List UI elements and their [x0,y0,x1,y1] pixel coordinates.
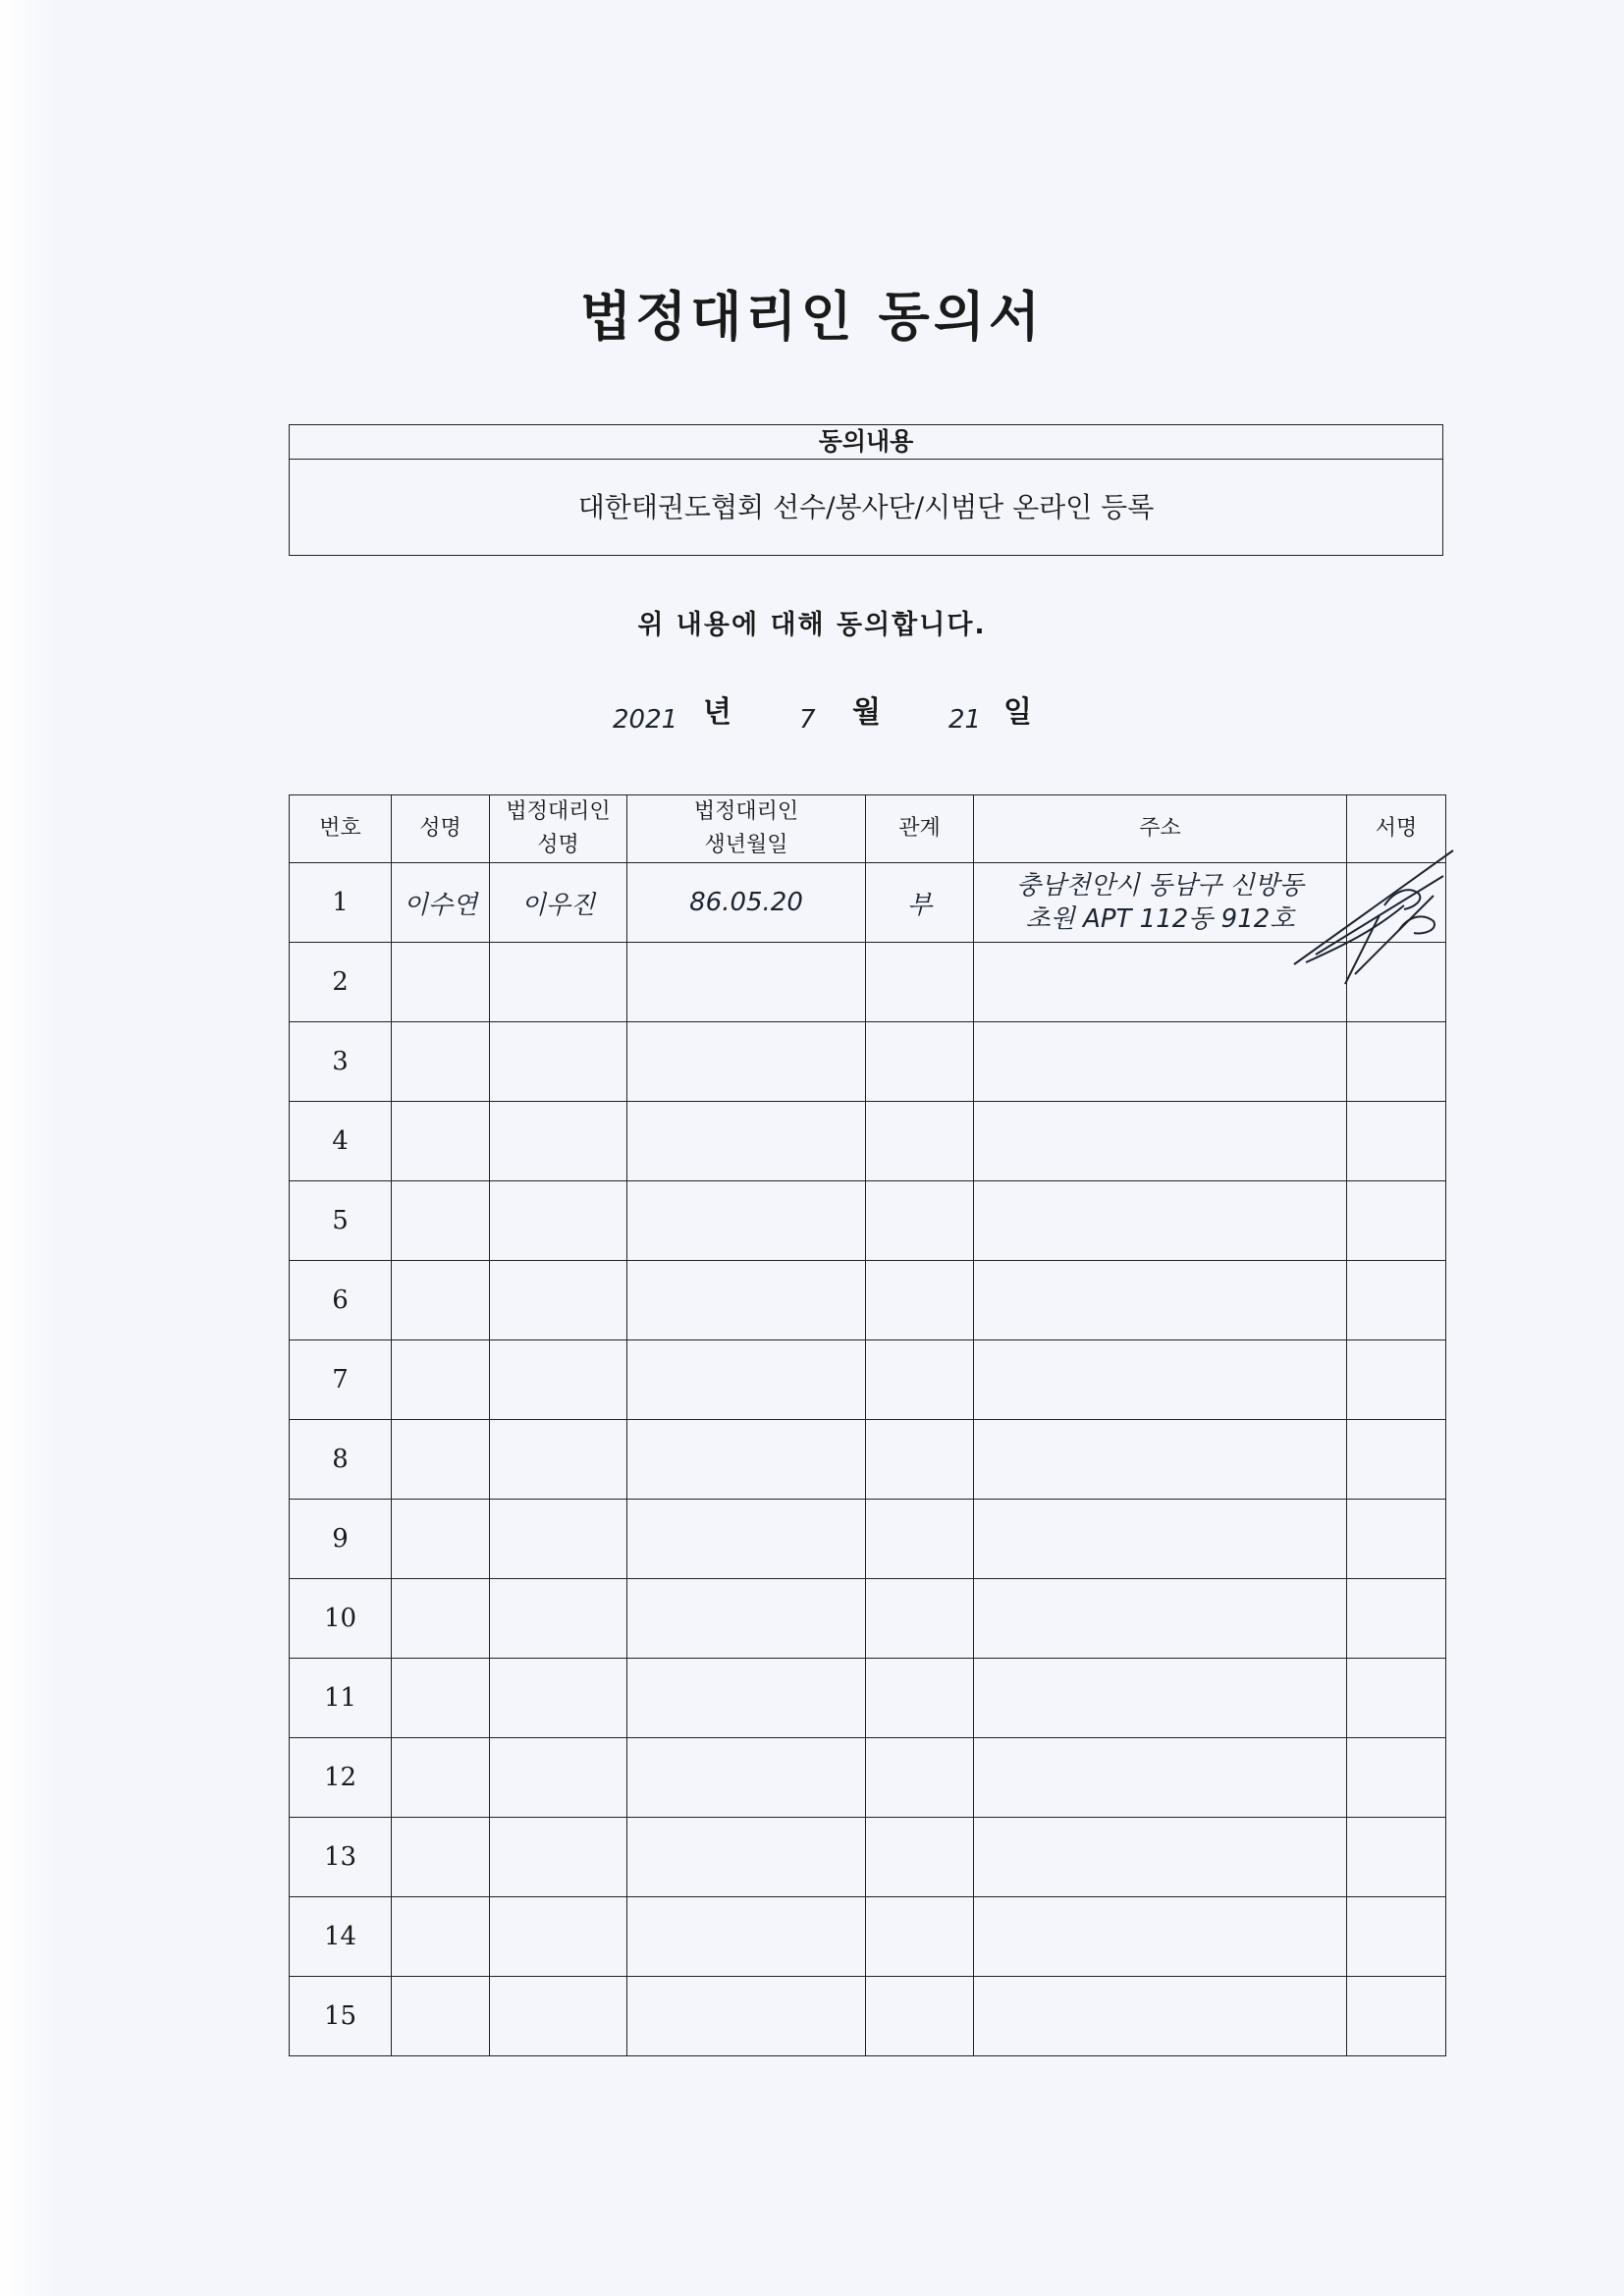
table-row [290,1102,1446,1181]
cell-address [974,1181,1347,1261]
cell-guardian-name [490,943,627,1022]
cell-address [974,1579,1347,1659]
cell-relation [866,1261,974,1340]
cell-address [974,1420,1347,1500]
header-guardian-name-line1: 법정대리인 [506,799,611,824]
header-guardian-dob-line1: 법정대리인 [693,799,799,824]
cell-signature [1347,1022,1446,1102]
cell-name [392,1897,490,1977]
cell-guardian-dob [627,1659,866,1738]
date-month-label: 월 [852,695,881,730]
consent-header: 동의내용 [290,425,1442,460]
cell-relation [866,1500,974,1579]
cell-address [974,1738,1347,1818]
cell-signature [1347,1897,1446,1977]
table-row [290,1261,1446,1340]
cell-relation [866,1579,974,1659]
cell-guardian-name [490,1977,627,2056]
cell-guardian-dob [627,1579,866,1659]
cell-guardian-dob [627,1897,866,1977]
table-row [290,1738,1446,1818]
cell-guardian-dob: 86.05.20 [627,863,866,943]
cell-guardian-name [490,1102,627,1181]
header-guardian-name-line2: 성명 [537,833,579,857]
cell-name [392,1261,490,1340]
cell-relation [866,1420,974,1500]
cell-name [392,943,490,1022]
cell-guardian-name [490,1340,627,1420]
table-row [290,1818,1446,1897]
handwritten-signature [1286,837,1463,994]
document-title: 법정대리인 동의서 [579,286,1045,348]
cell-no: 14 [290,1897,392,1977]
cell-name [392,1818,490,1897]
cell-signature [1347,1420,1446,1500]
cell-no: 7 [290,1340,392,1420]
cell-address [974,1818,1347,1897]
cell-no: 11 [290,1659,392,1738]
cell-address [974,1500,1347,1579]
cell-no: 15 [290,1977,392,2056]
cell-relation [866,1977,974,2056]
header-address: 주소 [974,795,1347,863]
cell-no: 4 [290,1102,392,1181]
cell-relation: 부 [866,863,974,943]
cell-guardian-dob [627,943,866,1022]
cell-no: 9 [290,1500,392,1579]
table-row [290,1659,1446,1738]
cell-name [392,1102,490,1181]
cell-relation [866,1897,974,1977]
cell-signature [1347,1261,1446,1340]
cell-guardian-dob [627,1420,866,1500]
cell-no: 13 [290,1818,392,1897]
cell-address [974,1102,1347,1181]
cell-name [392,1340,490,1420]
table-row [290,1420,1446,1500]
cell-signature [1347,1340,1446,1420]
cell-relation [866,1181,974,1261]
cell-guardian-name [490,1261,627,1340]
cell-name [392,1500,490,1579]
table-row [290,1340,1446,1420]
date-day-label: 일 [1003,695,1032,730]
cell-no: 6 [290,1261,392,1340]
cell-signature [1347,1977,1446,2056]
cell-no: 10 [290,1579,392,1659]
cell-signature [1347,1500,1446,1579]
header-signature: 서명 [1347,795,1446,863]
cell-guardian-dob [627,1340,866,1420]
address-line2: 초원 APT 112동 912호 [1025,904,1295,934]
cell-signature [1347,1818,1446,1897]
consent-box [289,424,1443,556]
date-day: 21 [948,705,982,735]
cell-signature [1347,1102,1446,1181]
cell-relation [866,1102,974,1181]
cell-guardian-name [490,1818,627,1897]
consent-body: 대한태권도협회 선수/봉사단/시범단 온라인 등록 [577,491,1155,523]
table-row [290,1579,1446,1659]
cell-name [392,1977,490,2056]
cell-relation [866,1738,974,1818]
cell-no: 1 [290,863,392,943]
cell-no: 5 [290,1181,392,1261]
address-line1: 충남천안시 동남구 신방동 [1016,871,1304,901]
cell-name [392,1579,490,1659]
cell-guardian-name [490,1897,627,1977]
table-body [290,863,1446,2056]
cell-guardian-name [490,1659,627,1738]
cell-address [974,1897,1347,1977]
cell-signature [1347,1181,1446,1261]
cell-guardian-name [490,1500,627,1579]
cell-guardian-dob [627,1181,866,1261]
header-name: 성명 [392,795,490,863]
cell-guardian-name [490,1022,627,1102]
table-header-row [290,795,1446,863]
table-row [290,1500,1446,1579]
cell-guardian-name [490,1579,627,1659]
cell-guardian-dob [627,1102,866,1181]
cell-no: 12 [290,1738,392,1818]
cell-no: 2 [290,943,392,1022]
table-row [290,1977,1446,2056]
table-row [290,1022,1446,1102]
header-guardian-name [490,795,627,863]
cell-address [974,1022,1347,1102]
cell-guardian-dob [627,1738,866,1818]
cell-address [974,1261,1347,1340]
date-year: 2021 [613,705,678,735]
table-row [290,863,1446,943]
table-row [290,943,1446,1022]
cell-guardian-name [490,1738,627,1818]
cell-name [392,1022,490,1102]
table-row [290,1897,1446,1977]
cell-address [974,1977,1347,2056]
cell-guardian-dob [627,1977,866,2056]
cell-name [392,1420,490,1500]
cell-no: 8 [290,1420,392,1500]
cell-relation [866,943,974,1022]
cell-relation [866,1022,974,1102]
cell-no: 3 [290,1022,392,1102]
cell-relation [866,1340,974,1420]
cell-address [974,1340,1347,1420]
cell-signature [1347,1738,1446,1818]
cell-relation [866,1818,974,1897]
cell-guardian-dob [627,1261,866,1340]
cell-name [392,1738,490,1818]
cell-guardian-dob [627,1500,866,1579]
cell-guardian-name: 이우진 [490,863,627,943]
cell-name: 이수연 [392,863,490,943]
cell-guardian-name [490,1420,627,1500]
cell-address [974,1659,1347,1738]
cell-guardian-name [490,1181,627,1261]
date-month: 7 [799,705,816,735]
table-row [290,1181,1446,1261]
cell-name [392,1659,490,1738]
header-guardian-dob [627,795,866,863]
cell-signature [1347,1579,1446,1659]
cell-guardian-dob [627,1818,866,1897]
cell-guardian-dob [627,1022,866,1102]
date-year-label: 년 [703,695,731,730]
cell-signature [1347,1659,1446,1738]
agree-statement: 위 내용에 대해 동의합니다. [637,610,987,640]
header-relation: 관계 [866,795,974,863]
header-guardian-dob-line2: 생년월일 [704,833,788,857]
cell-relation [866,1659,974,1738]
cell-name [392,1181,490,1261]
guardian-table [289,794,1446,2056]
header-no: 번호 [290,795,392,863]
